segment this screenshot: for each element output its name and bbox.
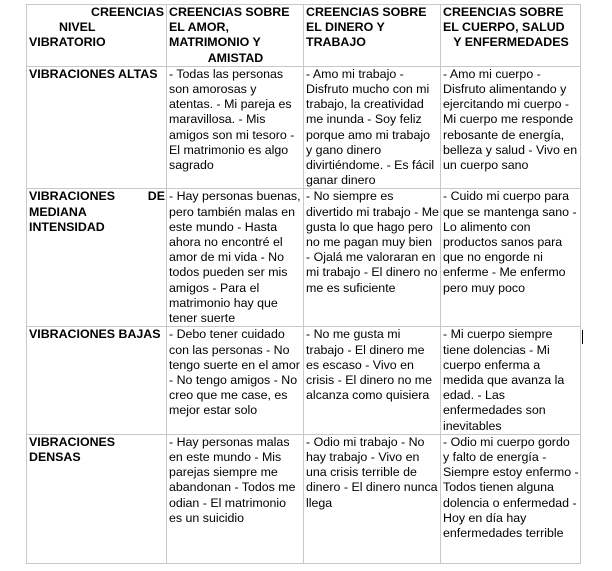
table-row [27, 189, 581, 327]
body-beliefs-cell: - Cuido mi cuerpo para que se mantenga sano - Lo alimento con productos sanos para que no engorde ni enferme - Me enfermo pero muy poco [441, 189, 581, 327]
love-beliefs-cell: - Debo tener cuidado con las personas - No tengo suerte en el amor - No tengo amigos - No creo que me case, es mejor estar solo [167, 327, 304, 434]
header-cell-love [167, 5, 304, 67]
header-love-label: CREENCIAS SOBRE EL AMOR, MATRIMONIO Y [169, 5, 290, 50]
body-beliefs-cell: - Mi cuerpo siempre tiene dolencias - Mi cuerpo enferma a medida que avanza la edad. - Las enfermedades son inevitables [441, 327, 581, 434]
body-beliefs-cell: - Odio mi cuerpo gordo y falto de energía - Siempre estoy enfermo - Todos tienen alguna dolencia o enfermedad - Hoy en día hay enfermedades terrible [441, 434, 581, 563]
level-cell: VIBRACIONES ALTAS [27, 66, 167, 189]
money-beliefs-cell: - No siempre es divertido mi trabajo - Me gusta lo que hago pero no me pagan muy bien - Ojalá me valoraran en mi trabajo - El dinero no me es suficiente [304, 189, 441, 327]
table-row [27, 66, 581, 189]
document-page [26, 4, 580, 564]
text-cursor [582, 330, 583, 344]
love-beliefs-cell: - Hay personas malas en este mundo - Mis parejas siempre me abandonan - Todos me odian - El matrimonio es un suicidio [167, 434, 304, 563]
level-cell: VIBRACIONES DE MEDIANA INTENSIDAD [27, 189, 167, 327]
header-cell-money [304, 5, 441, 67]
body-beliefs-cell: - Amo mi cuerpo - Disfruto alimentando y ejercitando mi cuerpo - Mi cuerpo me responde rebosante de energía, belleza y salud - Vivo en un cuerpo sano [441, 66, 581, 189]
header-love-label-last: AMISTAD [207, 50, 264, 65]
beliefs-table [26, 4, 581, 564]
header-cell-body [441, 5, 581, 67]
money-beliefs-cell: - Odio mi trabajo - No hay trabajo - Vivo en una crisis terrible de dinero - El dinero nunca llega [304, 434, 441, 563]
table-row [27, 434, 581, 563]
table-header-row [27, 5, 581, 67]
love-beliefs-cell: - Hay personas buenas, pero también malas en este mundo - Hasta ahora no encontré el amor de mi vida - No todos pueden ser mis amigos - Para el matrimonio hay que tener suerte [167, 189, 304, 327]
money-beliefs-cell: - No me gusta mi trabajo - El dinero me es escaso - Vivo en crisis - El dinero no me alcanza como quisiera [304, 327, 441, 434]
money-beliefs-cell: - Amo mi trabajo -Disfruto mucho con mi trabajo, la creatividad me inunda - Soy feliz porque amo mi trabajo y gano dinero divirtiéndome. - Es fácil ganar dinero [304, 66, 441, 189]
header-cell-vibratory-level [27, 5, 167, 67]
header-money-label: CREENCIAS SOBRE EL DINERO Y TRABAJO [306, 5, 427, 50]
header-creencias-label: CREENCIAS [91, 5, 164, 19]
header-body-label: CREENCIAS SOBRE EL CUERPO, SALUD [443, 5, 565, 35]
header-nivel-label: NIVEL [59, 20, 96, 35]
level-cell: VIBRACIONES DENSAS [27, 434, 167, 563]
level-cell: VIBRACIONES BAJAS [27, 327, 167, 434]
header-body-label-last: Y ENFERMEDADES [453, 35, 569, 50]
header-vibratorio-label: VIBRATORIO [29, 35, 106, 50]
table-row [27, 327, 581, 434]
love-beliefs-cell: - Todas las personas son amorosas y atentas. - Mi pareja es maravillosa. - Mis amigos son mi tesoro -El matrimonio es algo sagrado [167, 66, 304, 189]
